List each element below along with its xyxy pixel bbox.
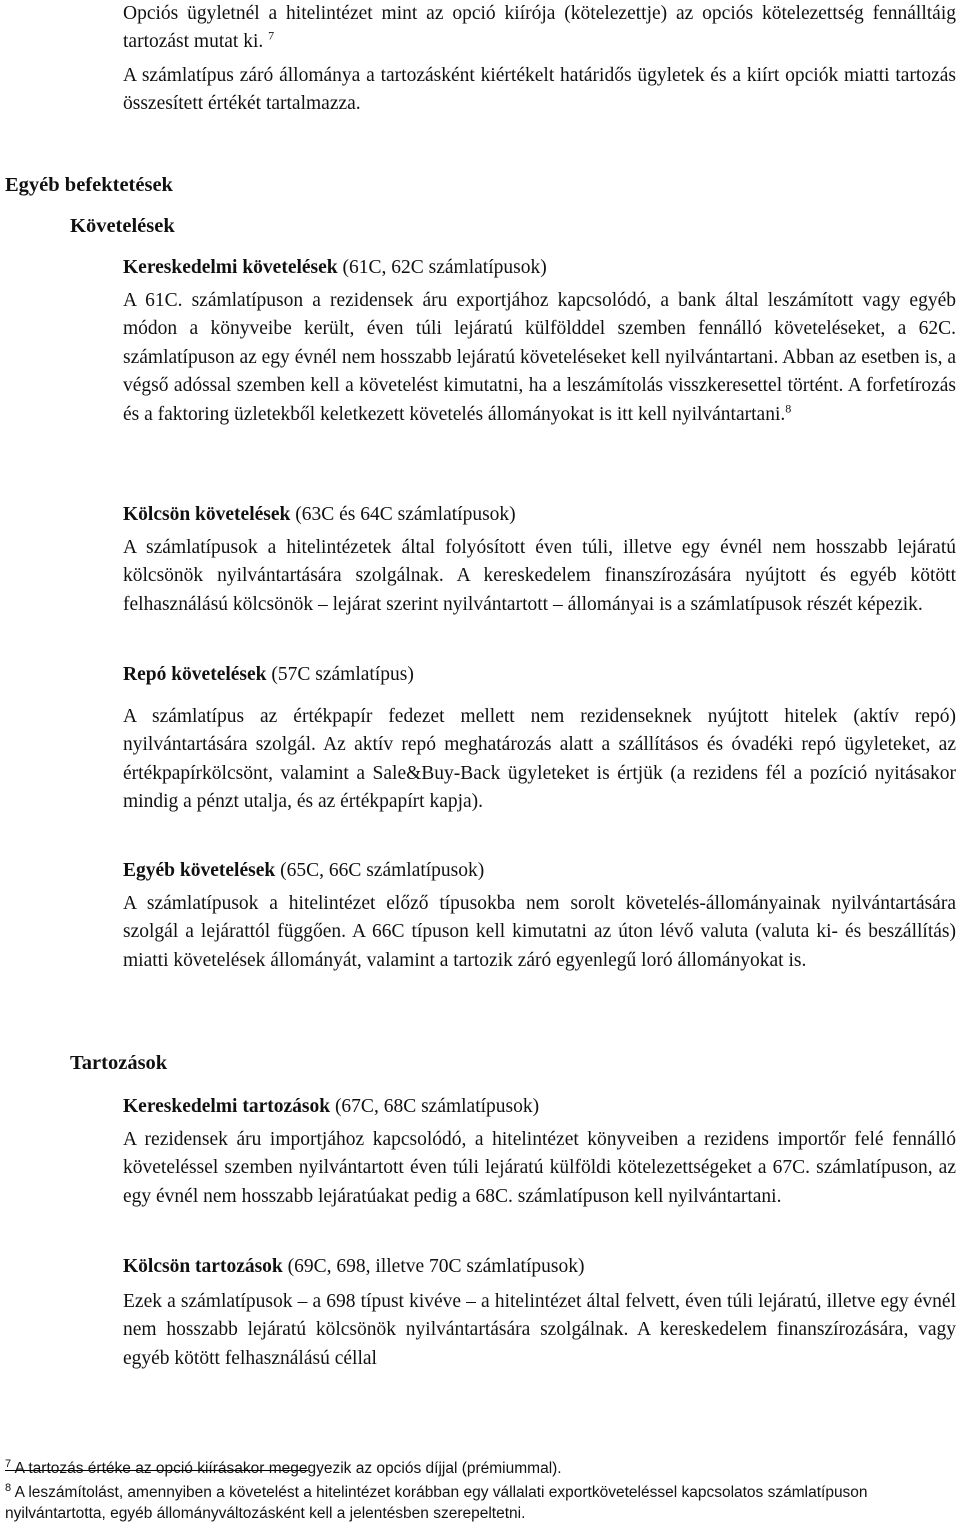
footnote-8-text: A leszámítolást, amennyiben a követelést a hitelintézet korábban egy vállalati exportköveteléssel kapcsolatos számlatípuson nyilvántartotta, egyéb állományváltozásként kell a jelentésben szerepeltetni.	[5, 1484, 868, 1522]
other-claims-text: A számlatípusok a hitelintézet előző típusokba nem sorolt követelés-állományainak nyilvántartására szolgál a lejárattól függően. A 66C típuson kell kimutatni az úton lévő valuta (valuta ki- és beszállítás) miatti követelések állományát, valamint a tartozik záró egyenlegű loró állományokat is.	[123, 893, 956, 971]
intro-paragraph-2: A számlatípus záró állománya a tartozásként kiértékelt határidős ügyletek és a kiírt opciók miatti tartozás összesített értékét tartalmazza.	[123, 65, 956, 115]
loan-claims-heading-bold: Kölcsön követelések	[123, 504, 291, 525]
trade-claims-text	[123, 287, 956, 429]
subsection-title-claims: Követelések	[70, 215, 175, 237]
trade-liabilities-heading-rest: (67C, 68C számlatípusok)	[330, 1096, 540, 1117]
trade-liabilities-heading	[123, 1093, 956, 1121]
trade-claims-heading-bold: Kereskedelmi követelések	[123, 257, 338, 278]
intro-paragraph-1-text: Opciós ügyletnél a hitelintézet mint az opció kiírója (kötelezettje) az opciós kötelezettség fennálltáig tartozást mutat ki.	[123, 3, 956, 53]
other-claims-heading-rest: (65C, 66C számlatípusok)	[275, 860, 485, 881]
loan-liabilities-heading	[123, 1253, 956, 1281]
trade-claims-heading-rest: (61C, 62C számlatípusok)	[337, 257, 547, 278]
footnote-7-text: A tartozás értéke az opció kiírásakor megegyezik az opciós díjjal (prémiummal).	[11, 1460, 562, 1477]
loan-claims-heading-rest: (63C és 64C számlatípusok)	[290, 504, 516, 525]
footnote-ref-8[interactable]: 8	[785, 401, 792, 416]
repo-claims-text: A számlatípus az értékpapír fedezet mellett nem rezidenseknek nyújtott hitelek (aktív repó) nyilvántartására szolgál. Az aktív repó meghatározás alatt a szállításos és óvadéki repó ügyleteket, az értékpapírkölcsönt, valamint a Sale&Buy-Back ügyleteket is értjük (a rezidens fél a pozíció nyitásakor mindig a pénzt utalja, és az értékpapírt kapja).	[123, 706, 956, 813]
other-claims-heading	[123, 857, 956, 885]
footnote-8	[5, 1482, 955, 1524]
intro-paragraph-1	[123, 0, 956, 57]
footnote-ref-7[interactable]: 7	[268, 28, 275, 43]
footnote-8-number: 8	[5, 1481, 12, 1494]
section-title-other-investments: Egyéb befektetések	[5, 174, 173, 196]
trade-claims-text-body: A 61C. számlatípuson a rezidensek áru exportjához kapcsolódó, a bank által leszámított vagy egyéb módon a könyveibe került, éven túli lejáratú külfölddel szemben fennálló követeléseket, a 62C. számlatípuson az egy évnél nem hosszabb lejáratú követeléseket kell nyilvántartani. Abban az esetben is, a végső adóssal szemben kell a követelést kimutatni, ha a leszámítolás visszkeresettel történt. A forfetírozás és a faktoring üzletekből keletkezett követelés állományokat is itt kell nyilvántartani.	[123, 290, 956, 425]
footnote-7	[5, 1458, 955, 1479]
loan-claims-heading	[123, 501, 956, 529]
repo-claims-heading-rest: (57C számlatípus)	[266, 664, 414, 685]
loan-claims-text: A számlatípusok a hitelintézetek által folyósított éven túli, illetve egy évnél nem hosszabb lejáratú kölcsönök nyilvántartására szolgálnak. A kereskedelem finanszírozására nyújtott és egyéb kötött felhasználású kölcsönök – lejárat szerint nyilvántartott – állományai is a számlatípusok részét képezik.	[123, 537, 956, 615]
trade-liabilities-text: A rezidensek áru importjához kapcsolódó, a hitelintézet könyveiben a rezidens importőr felé fennálló követeléssel szemben nyilvántartott éven túli lejáratú külföldi kötelezettségeket a 67C. számlatípuson, az egy évnél nem hosszabb lejáratúakat pedig a 68C. számlatípuson kell nyilvántartani.	[123, 1129, 956, 1207]
other-claims-heading-bold: Egyéb követelések	[123, 860, 276, 881]
trade-claims-heading	[123, 254, 956, 282]
footnote-7-number: 7	[5, 1457, 12, 1470]
trade-liabilities-heading-bold: Kereskedelmi tartozások	[123, 1096, 331, 1117]
repo-claims-heading	[123, 661, 956, 689]
loan-liabilities-heading-rest: (69C, 698, illetve 70C számlatípusok)	[282, 1256, 585, 1277]
loan-liabilities-text: Ezek a számlatípusok – a 698 típust kivéve – a hitelintézet által felvett, éven túli lejáratú, illetve egy évnél nem hosszabb lejáratú kölcsönök nyilvántartására szolgálnak. A kereskedelem finanszírozására, vagy egyéb kötött felhasználású céllal	[123, 1291, 956, 1369]
loan-liabilities-heading-bold: Kölcsön tartozások	[123, 1256, 283, 1277]
repo-claims-heading-bold: Repó követelések	[123, 664, 267, 685]
subsection-title-liabilities: Tartozások	[70, 1052, 168, 1074]
